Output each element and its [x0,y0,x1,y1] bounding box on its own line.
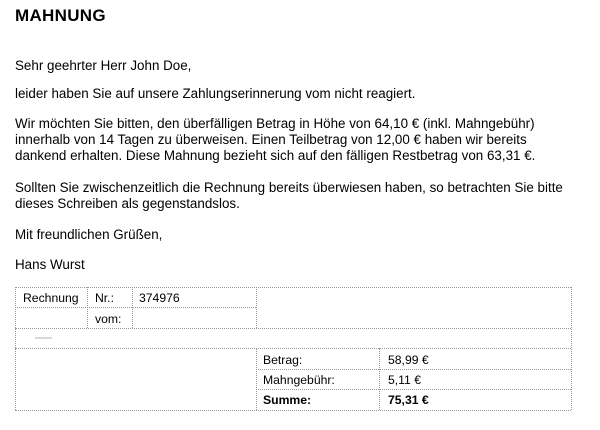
amount-value: 58,99 € [388,353,429,367]
dunning-fee-value: 5,11 € [388,373,421,387]
invoice-number-label: Nr.: [95,291,114,305]
signature-name: Hans Wurst [15,257,85,272]
total-label: Summe: [263,393,312,407]
placeholder-dash [35,337,52,339]
invoice-number-value: 374976 [139,291,180,305]
total-value: 75,31 € [388,393,429,407]
invoice-table [15,287,571,410]
letter-title: MAHNUNG [15,6,106,25]
payment-reminder-notice: leider haben Sie auf unsere Zahlungserinnerung vom nicht reagiert. [15,86,416,101]
already-paid-paragraph: Sollten Sie zwischenzeitlich die Rechnung bereits überwiesen haben, so betrachten Sie bitte dieses Schreiben als gegenstandslos. [15,180,563,211]
payment-request-paragraph: Wir möchten Sie bitten, den überfälligen Betrag in Höhe von 64,10 € (inkl. Mahngebühr) innerhalb von 14 Tagen zu überweisen. Einen Teilbetrag von 12,00 € haben wir bereits dankend erhalten. Diese Mahnung bezieht sich auf den fälligen Restbetrag von 63,31 €. [15,116,536,163]
invoice-date-label: vom: [95,312,122,326]
closing-phrase: Mit freundlichen Grüßen, [15,227,163,242]
greeting: Sehr geehrter Herr John Doe, [15,58,192,73]
dunning-fee-label: Mahngebühr: [263,373,335,387]
amount-label: Betrag: [263,353,303,367]
invoice-label: Rechnung [23,291,79,305]
